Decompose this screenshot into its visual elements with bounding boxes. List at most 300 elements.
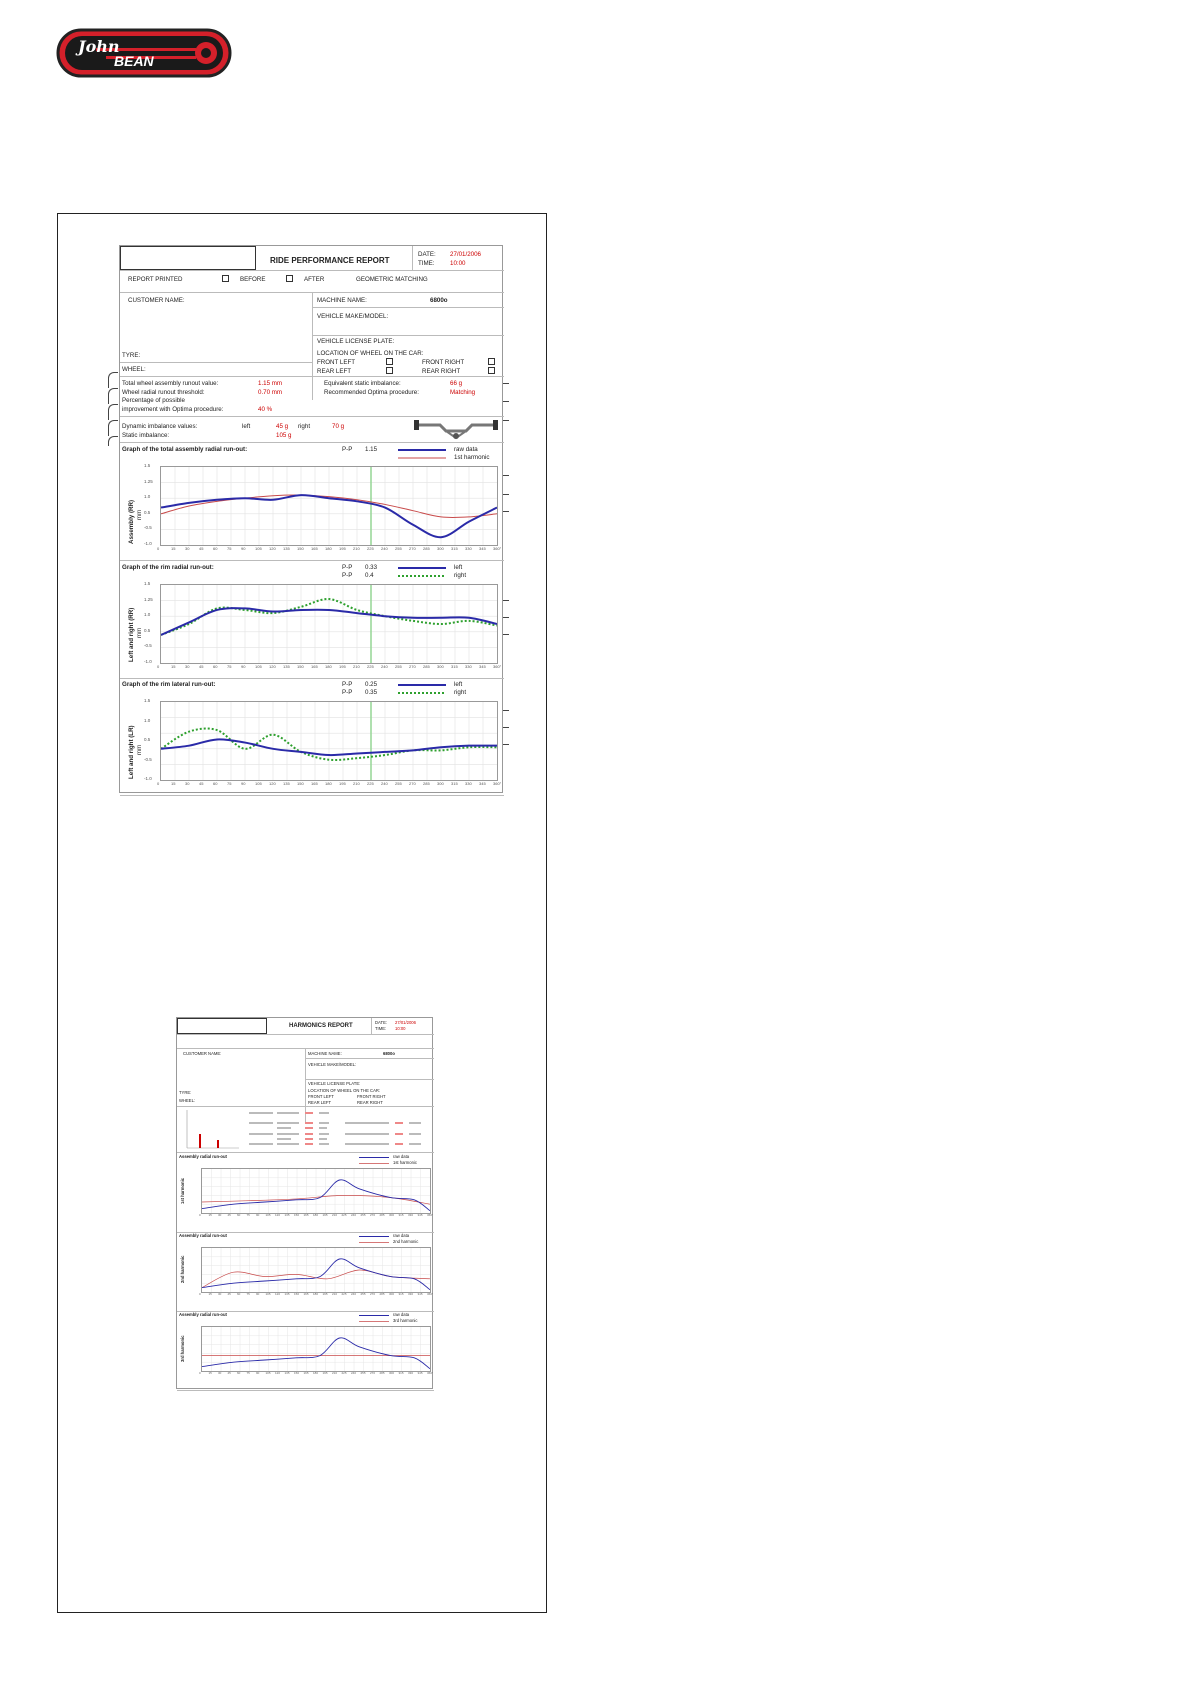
report2-machine-label: MACHINE NAME: bbox=[308, 1051, 342, 1056]
legend-swatch bbox=[398, 456, 446, 460]
after-label: AFTER bbox=[304, 276, 325, 283]
time-value: 10:00 bbox=[450, 260, 466, 267]
x-tick-label: 45 bbox=[227, 1213, 231, 1217]
harmonics-report bbox=[176, 1017, 433, 1389]
x-tick-label: 330 bbox=[408, 1371, 414, 1375]
x-tick-label: 315 bbox=[451, 664, 458, 669]
x-tick-label: 135 bbox=[283, 546, 290, 551]
right-leader-tick bbox=[503, 511, 509, 512]
improvement-value: 40 % bbox=[258, 406, 273, 413]
front-right-label: FRONT RIGHT bbox=[422, 359, 465, 366]
graph-title: Graph of the rim radial run-out: bbox=[122, 564, 214, 571]
x-tick-label: 75 bbox=[246, 1213, 250, 1217]
x-tick-label: 210 bbox=[332, 1371, 338, 1375]
front-left-label: FRONT LEFT bbox=[317, 359, 356, 366]
x-tick-label: 330 bbox=[408, 1213, 414, 1217]
x-tick-label: 240 bbox=[351, 1292, 357, 1296]
logo-placeholder-box-2 bbox=[177, 1018, 267, 1034]
before-label: BEFORE bbox=[240, 276, 266, 283]
x-tick-label: 45 bbox=[199, 781, 204, 786]
x-tick-label: 150 bbox=[297, 546, 304, 551]
front-left-checkbox[interactable] bbox=[386, 358, 393, 365]
x-tick-label: 360° bbox=[493, 781, 502, 786]
y-axis-label: Left and right (RR) bbox=[128, 607, 135, 662]
x-tick-label: 330 bbox=[465, 664, 472, 669]
x-tick-label: 105 bbox=[265, 1213, 271, 1217]
static-label: Static imbalance: bbox=[122, 432, 170, 439]
x-tick-label: 180 bbox=[325, 664, 332, 669]
right-leader-tick bbox=[503, 600, 509, 601]
report-printed-label: REPORT PRINTED bbox=[128, 276, 183, 283]
report-title: RIDE PERFORMANCE REPORT bbox=[270, 256, 390, 265]
legend-swatch bbox=[359, 1156, 389, 1159]
x-tick-label: 330 bbox=[465, 546, 472, 551]
x-tick-label: 15 bbox=[171, 664, 176, 669]
report2-location: LOCATION OF WHEEL ON THE CAR: bbox=[308, 1088, 381, 1093]
machine-name-value: 6800o bbox=[430, 297, 448, 304]
right-leader-tick bbox=[503, 401, 509, 402]
harmonic-plot bbox=[202, 1327, 430, 1371]
x-tick-label: 150 bbox=[297, 664, 304, 669]
x-tick-label: 255 bbox=[360, 1213, 366, 1217]
x-tick-label: 360° bbox=[427, 1213, 434, 1217]
right-leader-tick bbox=[503, 727, 509, 728]
y-axis-label: 1st harmonic bbox=[180, 1177, 185, 1204]
x-tick-label: 0 bbox=[199, 1292, 201, 1296]
report2-date-value: 27/01/2006 bbox=[395, 1020, 416, 1025]
section-divider bbox=[120, 560, 504, 561]
x-tick-label: 75 bbox=[246, 1292, 250, 1296]
plot-area bbox=[201, 1247, 431, 1293]
x-tick-label: 225 bbox=[341, 1213, 347, 1217]
graph-title: Graph of the total assembly radial run-out: bbox=[122, 446, 248, 453]
x-tick-label: 285 bbox=[423, 781, 430, 786]
y-tick-label: 1.5 bbox=[144, 463, 151, 468]
report2-vehicle-make: VEHICLE MAKE/MODEL: bbox=[308, 1062, 357, 1067]
legend-swatch bbox=[398, 683, 446, 687]
report2-rear-right: REAR RIGHT bbox=[357, 1100, 383, 1105]
x-tick-label: 195 bbox=[322, 1213, 328, 1217]
x-tick-label: 315 bbox=[451, 781, 458, 786]
pp-value: 0.25 bbox=[365, 681, 378, 688]
x-tick-label: 90 bbox=[256, 1292, 260, 1296]
plot-area bbox=[201, 1168, 431, 1214]
legend-swatch bbox=[359, 1235, 389, 1238]
rear-left-checkbox[interactable] bbox=[386, 367, 393, 374]
svg-text:BEAN: BEAN bbox=[114, 53, 154, 69]
x-tick-label: 300 bbox=[437, 781, 444, 786]
plot-area bbox=[160, 701, 498, 781]
x-tick-label: 60 bbox=[237, 1292, 241, 1296]
x-tick-label: 315 bbox=[398, 1213, 404, 1217]
left-leader bbox=[108, 388, 118, 404]
harmonics-table bbox=[249, 1110, 431, 1150]
legend-swatch bbox=[398, 448, 446, 452]
x-tick-label: 120 bbox=[269, 664, 276, 669]
section-divider bbox=[120, 678, 504, 679]
x-tick-label: 315 bbox=[398, 1292, 404, 1296]
x-tick-label: 240 bbox=[381, 664, 388, 669]
pp-value: 0.33 bbox=[365, 564, 378, 571]
x-tick-label: 270 bbox=[409, 546, 416, 551]
y-axis-label: 3rd harmonic bbox=[180, 1335, 185, 1362]
report2-date-label: DATE: bbox=[375, 1020, 388, 1025]
geometric-matching-label: GEOMETRIC MATCHING bbox=[356, 276, 428, 283]
x-tick-label: 300 bbox=[389, 1371, 395, 1375]
x-tick-label: 105 bbox=[255, 664, 262, 669]
legend-label: 1st harmonic bbox=[454, 454, 490, 461]
x-tick-label: 360° bbox=[427, 1292, 434, 1296]
legend-swatch bbox=[398, 691, 446, 695]
x-tick-label: 75 bbox=[227, 781, 232, 786]
run-out-plot bbox=[161, 467, 497, 545]
x-tick-label: 45 bbox=[199, 546, 204, 551]
legend-label: right bbox=[454, 689, 467, 696]
x-tick-label: 75 bbox=[227, 664, 232, 669]
x-tick-label: 120 bbox=[269, 781, 276, 786]
x-tick-label: 180 bbox=[313, 1371, 319, 1375]
x-tick-label: 195 bbox=[339, 664, 346, 669]
report2-time-value: 10:00 bbox=[395, 1026, 406, 1031]
dynamic-right-value: 70 g bbox=[332, 423, 345, 430]
y-tick-label: 1.0 bbox=[144, 494, 151, 500]
x-tick-label: 90 bbox=[241, 546, 246, 551]
x-tick-label: 360° bbox=[493, 664, 502, 669]
x-tick-label: 255 bbox=[395, 664, 402, 669]
harmonic-bar-mini-chart bbox=[181, 1108, 241, 1152]
x-tick-label: 210 bbox=[353, 546, 360, 551]
left-leader bbox=[108, 436, 118, 446]
after-checkbox[interactable] bbox=[286, 275, 293, 282]
legend-label: raw data bbox=[393, 1154, 410, 1159]
customer-name-label: CUSTOMER NAME: bbox=[128, 297, 185, 304]
x-tick-label: 60 bbox=[213, 781, 218, 786]
right-leader-tick bbox=[503, 744, 509, 745]
x-tick-label: 30 bbox=[218, 1371, 222, 1375]
x-tick-label: 360° bbox=[493, 546, 502, 551]
x-tick-label: 150 bbox=[294, 1292, 300, 1296]
y-axis-label: 2nd harmonic bbox=[180, 1255, 185, 1283]
x-tick-label: 90 bbox=[241, 664, 246, 669]
section-divider bbox=[177, 1390, 434, 1391]
x-tick-label: 255 bbox=[395, 781, 402, 786]
x-tick-label: 120 bbox=[275, 1292, 281, 1296]
legend-label: 1st harmonic bbox=[393, 1160, 417, 1165]
x-tick-label: 315 bbox=[398, 1371, 404, 1375]
legend-label: right bbox=[454, 572, 467, 579]
report2-time-label: TIME: bbox=[375, 1026, 387, 1031]
x-tick-label: 345 bbox=[417, 1213, 423, 1217]
x-tick-label: 345 bbox=[479, 546, 486, 551]
y-tick-label: -0.5 bbox=[144, 525, 152, 531]
right-leader-tick bbox=[503, 634, 509, 635]
report2-wheel: WHEEL: bbox=[179, 1098, 196, 1103]
x-tick-label: 225 bbox=[341, 1292, 347, 1296]
x-tick-label: 120 bbox=[269, 546, 276, 551]
left-leader bbox=[108, 420, 118, 436]
y-axis-unit: mm bbox=[136, 509, 143, 520]
y-tick-label: -1.0 bbox=[144, 541, 152, 546]
report2-tyre: TYRE: bbox=[179, 1090, 192, 1095]
x-tick-label: 240 bbox=[351, 1371, 357, 1375]
left-leader bbox=[108, 372, 118, 388]
x-tick-label: 60 bbox=[237, 1371, 241, 1375]
x-tick-label: 285 bbox=[423, 546, 430, 551]
x-tick-label: 195 bbox=[322, 1292, 328, 1296]
legend-swatch bbox=[359, 1314, 389, 1317]
run-out-plot bbox=[161, 585, 497, 663]
x-tick-label: 45 bbox=[227, 1292, 231, 1296]
x-tick-label: 330 bbox=[465, 781, 472, 786]
svg-text:John: John bbox=[78, 37, 120, 56]
x-tick-label: 195 bbox=[322, 1371, 328, 1375]
x-tick-label: 150 bbox=[294, 1213, 300, 1217]
x-tick-label: 285 bbox=[379, 1213, 385, 1217]
report2-title: HARMONICS REPORT bbox=[289, 1023, 353, 1029]
x-tick-label: 225 bbox=[367, 781, 374, 786]
legend-label: 2nd harmonic bbox=[393, 1239, 419, 1244]
x-tick-label: 270 bbox=[370, 1292, 376, 1296]
x-tick-label: 345 bbox=[417, 1371, 423, 1375]
x-tick-label: 300 bbox=[389, 1292, 395, 1296]
x-tick-label: 120 bbox=[275, 1213, 281, 1217]
legend-swatch bbox=[359, 1241, 389, 1244]
right-leader-tick bbox=[503, 710, 509, 711]
y-axis-unit: mm bbox=[136, 627, 143, 638]
location-label: LOCATION OF WHEEL ON THE CAR: bbox=[317, 350, 424, 357]
x-tick-label: 270 bbox=[370, 1371, 376, 1375]
x-tick-label: 195 bbox=[339, 546, 346, 551]
x-tick-label: 225 bbox=[367, 664, 374, 669]
percentage-label: Percentage of possible bbox=[122, 397, 185, 404]
x-tick-label: 285 bbox=[423, 664, 430, 669]
x-tick-label: 345 bbox=[417, 1292, 423, 1296]
x-tick-label: 180 bbox=[313, 1292, 319, 1296]
right-leader-tick bbox=[503, 617, 509, 618]
rear-left-label: REAR LEFT bbox=[317, 368, 352, 375]
pp-value: 0.35 bbox=[365, 689, 378, 696]
x-tick-label: 240 bbox=[381, 781, 388, 786]
y-tick-label: 1.25 bbox=[144, 478, 153, 484]
x-tick-label: 345 bbox=[479, 781, 486, 786]
x-tick-label: 90 bbox=[256, 1213, 260, 1217]
x-tick-label: 30 bbox=[185, 781, 190, 786]
radial-threshold-value: 0.70 mm bbox=[258, 389, 283, 396]
left-leader bbox=[108, 404, 118, 420]
x-tick-label: 30 bbox=[185, 664, 190, 669]
recommended-value: Matching bbox=[450, 389, 476, 396]
x-tick-label: 210 bbox=[332, 1292, 338, 1296]
legend-swatch bbox=[359, 1162, 389, 1165]
pp-label: P-P bbox=[342, 681, 353, 688]
x-tick-label: 210 bbox=[353, 664, 360, 669]
x-tick-label: 105 bbox=[255, 546, 262, 551]
x-tick-label: 0 bbox=[157, 546, 160, 551]
x-tick-label: 30 bbox=[218, 1292, 222, 1296]
x-tick-label: 240 bbox=[381, 546, 388, 551]
x-tick-label: 135 bbox=[284, 1371, 290, 1375]
pp-value: 0.4 bbox=[365, 572, 374, 579]
right-leader-tick bbox=[503, 475, 509, 476]
tyre-label: TYRE: bbox=[122, 352, 141, 359]
plot-area bbox=[160, 584, 498, 664]
x-tick-label: 300 bbox=[437, 664, 444, 669]
date-value: 27/01/2006 bbox=[450, 251, 481, 258]
static-value: 105 g bbox=[276, 432, 292, 439]
time-label: TIME: bbox=[418, 260, 435, 267]
x-tick-label: 315 bbox=[451, 546, 458, 551]
section-divider bbox=[120, 795, 504, 796]
x-tick-label: 285 bbox=[379, 1371, 385, 1375]
x-tick-label: 0 bbox=[157, 781, 160, 786]
legend-swatch bbox=[398, 566, 446, 570]
x-tick-label: 15 bbox=[208, 1371, 212, 1375]
x-tick-label: 240 bbox=[351, 1213, 357, 1217]
x-tick-label: 165 bbox=[303, 1292, 309, 1296]
x-tick-label: 150 bbox=[294, 1371, 300, 1375]
legend-label: raw data bbox=[393, 1233, 410, 1238]
report2-machine-value: 6800o bbox=[383, 1051, 395, 1056]
x-tick-label: 135 bbox=[284, 1213, 290, 1217]
y-tick-label: -0.5 bbox=[144, 756, 152, 762]
x-tick-label: 255 bbox=[360, 1292, 366, 1296]
x-tick-label: 180 bbox=[325, 546, 332, 551]
x-tick-label: 0 bbox=[199, 1371, 201, 1375]
pp-value: 1.15 bbox=[365, 446, 378, 453]
recommended-label: Recommended Optima procedure: bbox=[324, 389, 419, 396]
y-tick-label: 1.5 bbox=[144, 581, 151, 586]
report2-front-left: FRONT LEFT bbox=[308, 1094, 334, 1099]
dynamic-left-label: left bbox=[242, 423, 251, 430]
equiv-static-value: 66 g bbox=[450, 380, 463, 387]
machine-name-label: MACHINE NAME: bbox=[317, 297, 367, 304]
x-tick-label: 360° bbox=[427, 1371, 434, 1375]
improvement-label: improvement with Optima procedure: bbox=[122, 406, 224, 413]
y-tick-label: 0.5 bbox=[144, 627, 151, 633]
vehicle-make-label: VEHICLE MAKE/MODEL: bbox=[317, 313, 389, 320]
right-leader-tick bbox=[503, 494, 509, 495]
x-tick-label: 330 bbox=[408, 1292, 414, 1296]
harmonic-plot bbox=[202, 1169, 430, 1213]
right-leader-tick bbox=[503, 420, 509, 421]
y-tick-label: -1.0 bbox=[144, 659, 152, 664]
x-tick-label: 165 bbox=[303, 1371, 309, 1375]
x-tick-label: 150 bbox=[297, 781, 304, 786]
x-tick-label: 105 bbox=[265, 1371, 271, 1375]
x-tick-label: 270 bbox=[409, 781, 416, 786]
graph2-title: Assembly radial run-out bbox=[179, 1233, 227, 1238]
x-tick-label: 270 bbox=[370, 1213, 376, 1217]
rear-right-checkbox[interactable] bbox=[488, 367, 495, 374]
graph-title: Graph of the rim lateral run-out: bbox=[122, 681, 216, 688]
x-tick-label: 285 bbox=[379, 1292, 385, 1296]
x-tick-label: 30 bbox=[185, 546, 190, 551]
report2-front-right: FRONT RIGHT bbox=[357, 1094, 386, 1099]
x-tick-label: 225 bbox=[367, 546, 374, 551]
right-leader-tick bbox=[503, 383, 509, 384]
plot-area bbox=[201, 1326, 431, 1372]
y-axis-label: Left and right (LR) bbox=[128, 725, 135, 779]
x-tick-label: 0 bbox=[157, 664, 160, 669]
x-tick-label: 345 bbox=[479, 664, 486, 669]
x-tick-label: 45 bbox=[227, 1371, 231, 1375]
y-tick-label: -0.5 bbox=[144, 643, 152, 649]
y-tick-label: 1.0 bbox=[144, 612, 151, 618]
front-right-checkbox[interactable] bbox=[488, 358, 495, 365]
x-tick-label: 210 bbox=[332, 1213, 338, 1217]
legend-label: 3rd harmonic bbox=[393, 1318, 418, 1323]
equiv-static-label: Equivalent static imbalance: bbox=[324, 380, 401, 387]
x-tick-label: 255 bbox=[395, 546, 402, 551]
pp-label: P-P bbox=[342, 689, 353, 696]
x-tick-label: 75 bbox=[227, 546, 232, 551]
john-bean-logo bbox=[56, 28, 236, 78]
legend-swatch bbox=[398, 574, 446, 578]
plot-area bbox=[160, 466, 498, 546]
report2-rear-left: REAR LEFT bbox=[308, 1100, 332, 1105]
y-tick-label: 0.5 bbox=[144, 509, 151, 515]
x-tick-label: 15 bbox=[208, 1292, 212, 1296]
y-tick-label: 1.0 bbox=[144, 717, 151, 723]
x-tick-label: 60 bbox=[213, 546, 218, 551]
x-tick-label: 195 bbox=[339, 781, 346, 786]
legend-label: raw data bbox=[454, 446, 478, 453]
x-tick-label: 60 bbox=[237, 1213, 241, 1217]
x-tick-label: 75 bbox=[246, 1371, 250, 1375]
y-tick-label: 1.5 bbox=[144, 698, 151, 703]
x-tick-label: 300 bbox=[389, 1213, 395, 1217]
x-tick-label: 105 bbox=[255, 781, 262, 786]
total-runout-label: Total wheel assembly runout value: bbox=[122, 380, 219, 387]
dynamic-right-label: right bbox=[298, 423, 311, 430]
y-axis-unit: mm bbox=[136, 744, 143, 755]
pp-label: P-P bbox=[342, 572, 353, 579]
x-tick-label: 90 bbox=[241, 781, 246, 786]
x-tick-label: 270 bbox=[409, 664, 416, 669]
before-checkbox[interactable] bbox=[222, 275, 229, 282]
x-tick-label: 135 bbox=[283, 664, 290, 669]
x-tick-label: 165 bbox=[311, 664, 318, 669]
report2-license-plate: VEHICLE LICENSE PLATE: bbox=[308, 1081, 361, 1086]
rear-right-label: REAR RIGHT bbox=[422, 368, 461, 375]
graph2-title: Assembly radial run-out bbox=[179, 1154, 227, 1159]
x-tick-label: 135 bbox=[284, 1292, 290, 1296]
x-tick-label: 165 bbox=[311, 546, 318, 551]
x-tick-label: 120 bbox=[275, 1371, 281, 1375]
dynamic-left-value: 45 g bbox=[276, 423, 289, 430]
run-out-plot bbox=[161, 702, 497, 780]
x-tick-label: 135 bbox=[283, 781, 290, 786]
y-tick-label: 1.25 bbox=[144, 596, 153, 602]
x-tick-label: 165 bbox=[303, 1213, 309, 1217]
legend-label: raw data bbox=[393, 1312, 410, 1317]
y-tick-label: 0.5 bbox=[144, 737, 151, 742]
x-tick-label: 225 bbox=[341, 1371, 347, 1375]
pp-label: P-P bbox=[342, 446, 353, 453]
x-tick-label: 180 bbox=[313, 1213, 319, 1217]
graph2-title: Assembly radial run-out bbox=[179, 1312, 227, 1317]
dynamic-label: Dynamic imbalance values: bbox=[122, 423, 198, 430]
x-tick-label: 60 bbox=[213, 664, 218, 669]
y-tick-label: -1.0 bbox=[144, 776, 152, 781]
date-label: DATE: bbox=[418, 251, 436, 258]
license-plate-label: VEHICLE LICENSE PLATE: bbox=[317, 338, 395, 345]
x-tick-label: 30 bbox=[218, 1213, 222, 1217]
pp-label: P-P bbox=[342, 564, 353, 571]
x-tick-label: 90 bbox=[256, 1371, 260, 1375]
ride-performance-report bbox=[119, 245, 503, 793]
x-tick-label: 45 bbox=[199, 664, 204, 669]
